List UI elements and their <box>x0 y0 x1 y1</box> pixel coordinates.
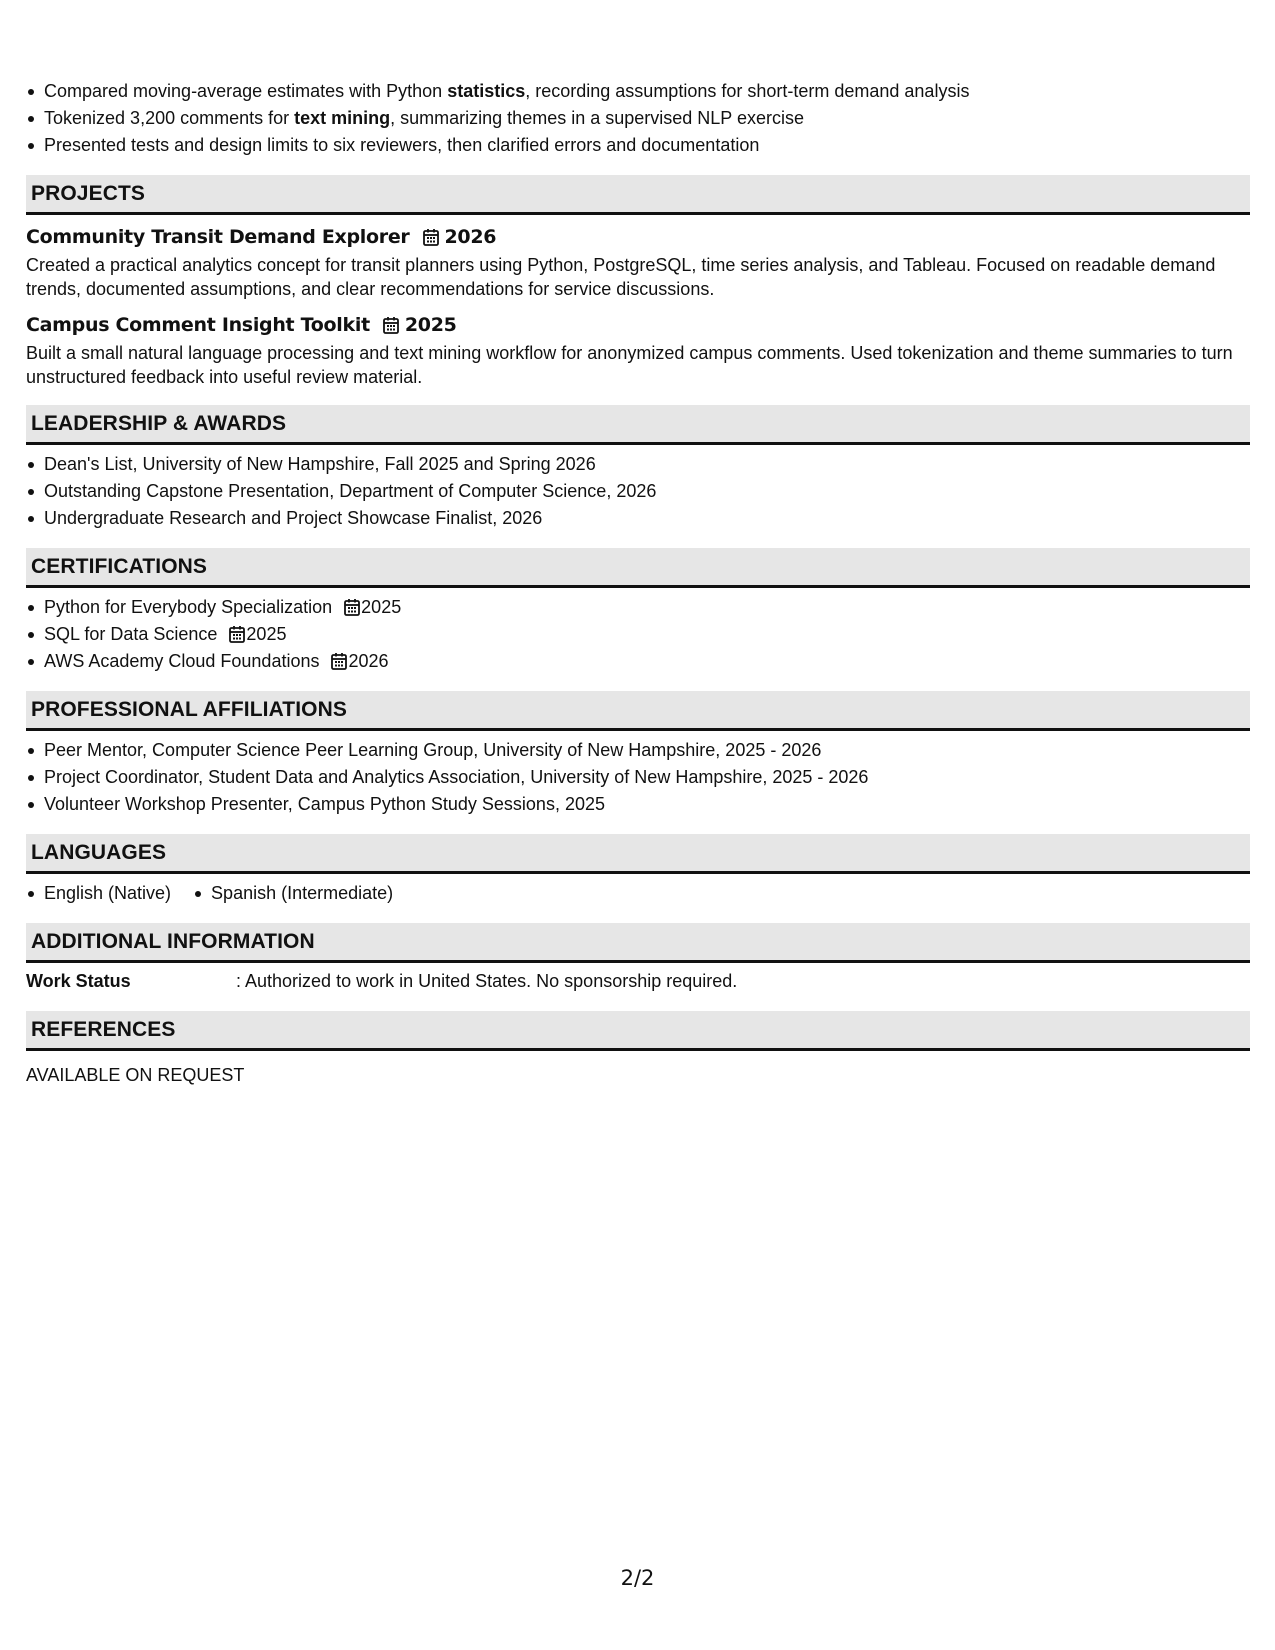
section-title: REFERENCES <box>31 1018 176 1041</box>
certification-name: Python for Everybody Specialization <box>44 597 333 617</box>
list-item: Compared moving-average estimates with Python statistics, recording assumptions for short-term demand analysis <box>26 78 1250 105</box>
list-item: Undergraduate Research and Project Showcase Finalist, 2026 <box>26 505 1250 532</box>
list-item: Tokenized 3,200 comments for text mining, summarizing themes in a supervised NLP exercise <box>26 105 1250 132</box>
certification-year: 2025 <box>361 597 402 617</box>
calendar-icon <box>423 228 439 246</box>
list-item <box>26 594 1250 621</box>
certifications-list <box>26 594 1250 675</box>
list-item: Peer Mentor, Computer Science Peer Learning Group, University of New Hampshire, 2025 - 2026 <box>26 737 1250 764</box>
project-description: Created a practical analytics concept for transit planners using Python, PostgreSQL, time series analysis, and Tableau. Focused on readable demand trends, documented assumptions, and clear recommendations for service discussions. <box>26 255 1216 299</box>
calendar-icon <box>383 316 399 334</box>
languages-list <box>26 880 1250 907</box>
project-item <box>26 223 1250 301</box>
project-year: 2026 <box>444 226 497 248</box>
certification-year: 2025 <box>246 624 287 644</box>
section-header-professional-affiliations <box>26 691 1250 731</box>
project-name: Community Transit Demand Explorer <box>26 226 410 248</box>
calendar-icon <box>344 598 360 616</box>
section-header-additional-information <box>26 923 1250 963</box>
list-item <box>26 621 1250 648</box>
section-header-projects <box>26 175 1250 215</box>
work-status-row <box>26 967 1250 995</box>
resume-page <box>26 78 1250 1089</box>
list-item: Volunteer Workshop Presenter, Campus Python Study Sessions, 2025 <box>26 791 1250 818</box>
project-heading <box>26 223 1250 251</box>
project-heading <box>26 311 1250 339</box>
calendar-icon <box>331 652 347 670</box>
project-year: 2025 <box>404 314 457 336</box>
list-item: Dean's List, University of New Hampshire, Fall 2025 and Spring 2026 <box>26 451 1250 478</box>
affiliations-list <box>26 737 1250 818</box>
references-text: AVAILABLE ON REQUEST <box>26 1065 245 1085</box>
section-title: PROJECTS <box>31 182 145 205</box>
leadership-list <box>26 451 1250 532</box>
section-header-languages <box>26 834 1250 874</box>
project-name: Campus Comment Insight Toolkit <box>26 314 370 336</box>
project-description: Built a small natural language processing and text mining workflow for anonymized campus comments. Used tokenization and theme summaries to turn unstructured feedback into useful review material. <box>26 343 1233 387</box>
list-item: Spanish (Intermediate) <box>193 880 393 907</box>
section-title: CERTIFICATIONS <box>31 555 208 578</box>
page-number: 2/2 <box>620 1566 655 1590</box>
list-item: Project Coordinator, Student Data and Analytics Association, University of New Hampshire, 2025 - 2026 <box>26 764 1250 791</box>
section-header-certifications <box>26 548 1250 588</box>
section-header-leadership-awards <box>26 405 1250 445</box>
experience-bullet-list <box>26 78 1250 159</box>
section-title: LEADERSHIP & AWARDS <box>31 412 287 435</box>
work-status-value: : Authorized to work in United States. No sponsorship required. <box>236 971 738 991</box>
keyword-statistics: statistics <box>447 81 526 101</box>
work-status-label: Work Status <box>26 971 131 991</box>
list-item <box>26 648 1250 675</box>
list-item: Presented tests and design limits to six reviewers, then clarified errors and documentation <box>26 132 1250 159</box>
list-item: Outstanding Capstone Presentation, Department of Computer Science, 2026 <box>26 478 1250 505</box>
list-item: English (Native) <box>26 880 171 907</box>
section-title: ADDITIONAL INFORMATION <box>31 930 315 953</box>
section-title: PROFESSIONAL AFFILIATIONS <box>31 698 347 721</box>
certification-name: SQL for Data Science <box>44 624 218 644</box>
certification-year: 2026 <box>348 651 389 671</box>
certification-name: AWS Academy Cloud Foundations <box>44 651 320 671</box>
section-header-references <box>26 1011 1250 1051</box>
section-title: LANGUAGES <box>31 841 167 864</box>
calendar-icon <box>229 625 245 643</box>
project-item <box>26 311 1250 389</box>
keyword-text-mining: text mining <box>294 108 391 128</box>
